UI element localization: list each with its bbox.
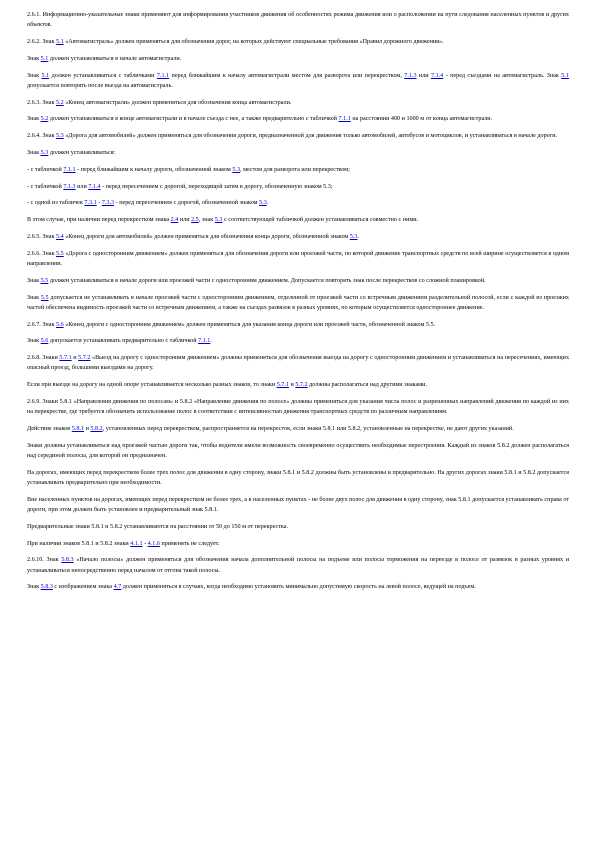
text-run: Знак: [27, 72, 42, 79]
text-run: Знак: [27, 294, 41, 301]
text-run: Знак: [27, 338, 41, 345]
sign-link-5-1[interactable]: 5.1: [41, 72, 50, 79]
text-run: .: [210, 338, 212, 345]
text-run: должен устанавливаться:: [48, 149, 116, 156]
sign-link-7-3-3[interactable]: 7.3.3: [101, 200, 115, 207]
para-5-6-plate: [27, 336, 569, 346]
text-run: - перед пересечением с дорогой, переходящей затем в дорогу, обозначенную знаком 5.3;: [100, 183, 333, 190]
document-body: [27, 10, 569, 599]
para-2-6-8: [27, 353, 569, 373]
text-run: допускается устанавливать предварительно с табличкой: [48, 338, 199, 345]
text-run: «Автомагистраль» должен применяться для обозначения дорог, на которых действуют специальные требования «Правил дорожного движения».: [63, 39, 444, 45]
sign-link-7-3-1[interactable]: 7.3.1: [84, 200, 97, 207]
text-run: 2.6.4. Знак: [27, 133, 56, 140]
text-run: 2.6.5. Знак: [27, 233, 56, 240]
text-run: Знак: [27, 149, 41, 156]
sign-link-2-5[interactable]: 2.5: [191, 217, 199, 224]
sign-link-5-7-1[interactable]: 5.7.1: [276, 382, 289, 389]
text-run: с изображением знака: [52, 584, 114, 591]
text-run: На дорогах, имеющих перед перекрестком более трех полос для движения в одну сторону, знаки 5.8.1 и 5.8.2 должны быть установлены и предварительно. На других дорогах знаки 5.8.1 и 5.8.2 допускается устанавливать предварительно при необходимости.: [27, 469, 569, 486]
sign-link-5-3[interactable]: 5.3: [214, 217, 223, 224]
para-2-6-6: [27, 249, 569, 269]
sign-link-7-1-1[interactable]: 7.1.1: [156, 72, 170, 79]
sign-link-5-5[interactable]: 5.5: [40, 294, 49, 301]
text-run: Предварительные знаки 5.8.1 и 5.8.2 устанавливаются на расстоянии от 50 до 150 м от перекрестка.: [27, 523, 289, 530]
text-run: - перед пересечением с дорогой, обозначенной знаком: [114, 200, 260, 207]
text-run: применять не следует.: [159, 540, 220, 547]
sign-link-5-1[interactable]: 5.1: [40, 55, 49, 62]
para-2-6-2: [27, 37, 569, 47]
sign-link-5-1[interactable]: 5.1: [561, 72, 569, 79]
sign-link-5-7-2[interactable]: 5.7.2: [295, 382, 308, 389]
text-run: «Конец автомагистрали» должен применяться для обозначения конца автомагистрали.: [63, 99, 292, 106]
text-run: Знак: [27, 277, 41, 284]
para-5-5-divided: [27, 293, 569, 313]
text-run: Знак: [27, 55, 41, 62]
text-run: «Конец дороги для автомобилей» должен применяться для обозначения конца дороги, обозначенной знаком: [63, 233, 350, 240]
text-run: - с табличкой: [27, 183, 64, 190]
sign-link-5-7-1[interactable]: 5.7.1: [59, 355, 72, 362]
sign-link-5-3[interactable]: 5.3: [232, 166, 241, 173]
text-run: - перед ближайшим к началу дороги, обозначенной знаком: [75, 166, 233, 173]
sign-link-7-1-1[interactable]: 7.1.1: [338, 116, 351, 123]
text-run: Знаки должны устанавливаться над проезжей частью дороги так, чтобы водители имели возможность своевременно осуществить необходимые перестроения. Каждый из знаков 5.8.2 должен располагаться над серединой полосы, для которой он предназначен.: [27, 442, 569, 459]
para-5-1-plates: [27, 71, 569, 91]
para-5-3-crossing: [27, 215, 569, 225]
text-run: должен устанавливаться в начале автомагистрали.: [48, 55, 182, 62]
para-5-8-no-4-1: [27, 539, 569, 549]
text-run: - с табличкой: [27, 166, 64, 173]
sign-link-5-6[interactable]: 5.6: [40, 338, 49, 345]
sign-link-4-1-1[interactable]: 4.1.1: [130, 540, 143, 547]
sign-link-5-2[interactable]: 5.2: [40, 116, 49, 123]
sign-link-7-1-4[interactable]: 7.1.4: [431, 72, 444, 79]
sign-link-4-1-6[interactable]: 4.1.6: [147, 540, 160, 547]
text-run: 2.6.7. Знак: [27, 321, 56, 328]
sign-link-7-1-3[interactable]: 7.1.3: [63, 183, 76, 190]
text-run: «Начало полосы» должен применяться для обозначения начала дополнительной полосы на подъеме или полосы торможения на переезде в полосе от развязок в разных уровнях и устанавливаться непосредственно перед началом от отгона такой полосы.: [27, 557, 570, 574]
para-2-6-4: [27, 131, 569, 141]
text-run: или: [416, 72, 431, 79]
text-run: или: [178, 217, 192, 224]
text-run: При наличии знаков 5.8.1 и 5.8.2 знаки: [27, 540, 131, 547]
para-5-7-support: [27, 380, 569, 390]
para-2-6-3: [27, 98, 569, 108]
text-run: Если при выезде на дорогу на одной опоре устанавливается несколько разных знаков, то знаки: [27, 382, 277, 389]
para-5-1-start: [27, 54, 569, 64]
para-5-8-three-lanes: [27, 468, 569, 488]
sign-link-5-8-1[interactable]: 5.8.1: [71, 425, 85, 432]
text-run: 2.6.10. Знак: [27, 557, 62, 564]
para-2-6-10: [27, 555, 569, 575]
para-5-2-place: [27, 114, 569, 124]
sign-link-5-4[interactable]: 5.4: [55, 233, 64, 240]
para-5-3-bullet-2: [27, 182, 569, 192]
text-run: и: [71, 355, 79, 362]
text-run: должен устанавливаться в конце автомагистрали и в начале съезда с нее, а также предварительно с табличкой: [48, 116, 339, 123]
text-run: , установленных перед перекрестком, распространяется на перекресток, если знаки 5.8.1 или 5.8.2, установленные на перекрестке, не дают других указаний.: [102, 425, 514, 432]
text-run: 2.6.1. Информационно-указательные знаки применяют для информирования участников движения об особенностях режима движения или о расположении на пути следования населенных пунктов и других объектов.: [27, 12, 569, 29]
sign-link-5-3[interactable]: 5.3: [349, 233, 358, 240]
text-run: Знак: [27, 584, 41, 591]
text-run: и: [84, 425, 91, 432]
text-run: «Конец дороги с односторонним движением» должен применяться для указания конца дороги или проезжей части, обозначенной знаком 5.5.: [63, 321, 436, 328]
sign-link-5-7-2[interactable]: 5.7.2: [78, 355, 91, 362]
text-run: 2.6.6. Знак: [27, 250, 57, 257]
para-5-3-bullet-3: [27, 198, 569, 208]
para-5-5-start: [27, 276, 569, 286]
text-run: с соответствующей табличкой должен устанавливаться совместно с ними.: [222, 217, 419, 224]
sign-link-7-1-1[interactable]: 7.1.1: [63, 166, 76, 173]
sign-link-5-1[interactable]: 5.1: [55, 39, 64, 45]
text-run: должен устанавливаться с табличками: [49, 72, 157, 79]
sign-link-5-3[interactable]: 5.3: [40, 149, 49, 156]
sign-link-5-5[interactable]: 5.5: [40, 277, 49, 284]
sign-link-7-1-1[interactable]: 7.1.1: [198, 338, 211, 345]
text-run: 2.6.3. Знак: [27, 99, 56, 106]
text-run: «Дорога с односторонним движением» должен применяться для обозначения дороги или проезжей части, по которой движение транспортных средств по всей ширине осуществляется в одном направлении.: [27, 250, 569, 267]
text-run: -: [142, 540, 148, 547]
text-run: допускается повторять после въезда на автомагистраль.: [27, 82, 173, 89]
text-run: - с одной из табличек: [27, 200, 85, 207]
sign-link-4-7[interactable]: 4.7: [113, 584, 122, 591]
text-run: на расстоянии 400 и 1000 м от конца автомагистрали.: [350, 116, 493, 123]
text-run: «Дорога для автомобилей» должен применяться для обозначения дороги, предназначенной для движения только автомобилей, автобусов и мотоциклов, и устанавливаться в начале дороги.: [63, 133, 558, 140]
para-2-6-5: [27, 232, 569, 242]
sign-link-5-8-2[interactable]: 5.8.2: [90, 425, 103, 432]
text-run: или: [75, 183, 89, 190]
text-run: Вне населенных пунктов на дорогах, имеющих перед перекрестком не более трех, а в населенных пунктах - не более двух полос для движения в одну сторону, знак 5.8.1 допускается устанавливать справа от дороги, при этом должен быть установлен и предварительный знак 5.8.1.: [27, 496, 569, 513]
text-run: 2.6.9. Знаки 5.8.1 «Направления движения по полосам» и 5.8.2 «Направление движения по полосе» должны применяться для указания числа полос и разрешенных направлений движения по каждой из них на перекрестке, где требуется обозначить использование полос в соответствии с интенсивностью движения транспортных средств по различным направлениям.: [27, 398, 569, 416]
sign-link-7-1-3[interactable]: 7.1.3: [404, 72, 417, 79]
sign-link-5-6[interactable]: 5.6: [55, 321, 64, 328]
para-5-8-action: [27, 424, 569, 434]
text-run: должен устанавливаться в начале дороги или проезжей части с односторонним движением. Допускается повторять знак после перекрестков со сложной планировкой.: [48, 277, 486, 284]
text-run: перед ближайшим к началу автомагистрали местом для разворота или перекрестком,: [169, 72, 405, 79]
text-run: 2.6.8. Знаки: [27, 355, 60, 362]
text-run: должны располагаться над другими знаками.: [307, 382, 427, 389]
sign-link-5-3[interactable]: 5.3: [259, 200, 267, 207]
para-2-6-9: [27, 397, 569, 417]
text-run: и: [288, 382, 296, 389]
para-5-8-outside-towns: [27, 495, 569, 515]
text-run: должен применяться в случаях, когда необходимо установить минимально допустимую скорость на левой полосе, ведущей на подъем.: [121, 584, 476, 591]
text-run: , знак: [198, 217, 215, 224]
text-run: допускается не устанавливать в начале проезжей части с односторонним движением, отделенной от проезжей части со встречным движением разделительной полосой, если с каждой из проезжих частей обеспечена видимость проезжей части со встречным движением, а также на съездах развязок в разных уровнях, по которым осуществляется одностороннее движение.: [27, 294, 569, 311]
text-run: Действие знаков: [27, 425, 72, 432]
text-run: , местом для разворота или перекрестком;: [240, 166, 350, 173]
sign-link-5-5[interactable]: 5.5: [56, 250, 64, 257]
para-5-8-visibility: [27, 441, 569, 461]
sign-link-5-2[interactable]: 5.2: [55, 99, 64, 106]
sign-link-5-3[interactable]: 5.3: [55, 133, 64, 140]
sign-link-7-1-4[interactable]: 7.1.4: [88, 183, 101, 190]
sign-link-2-4[interactable]: 2.4: [170, 217, 179, 224]
text-run: .: [357, 233, 360, 240]
text-run: «Выезд на дорогу с односторонним движением» должны применяться для обозначения выезда на дорогу с односторонним движением и устанавливаться на пересечениях, имеющих опасный проезд, большими выездами на дорогу.: [27, 355, 570, 372]
text-run: .: [266, 200, 269, 207]
para-5-3-bullet-1: [27, 165, 569, 175]
text-run: В этом случае, при наличии перед перекрестком знака: [27, 217, 171, 224]
text-run: Знак: [27, 116, 41, 123]
para-2-6-7: [27, 320, 569, 330]
text-run: 2.6.2. Знак: [27, 39, 56, 45]
para-5-3-install: [27, 148, 569, 158]
para-5-8-3-image: [27, 582, 569, 592]
text-run: -: [96, 200, 102, 207]
para-2-6-1: [27, 10, 569, 30]
sign-link-5-8-3[interactable]: 5.8.3: [40, 584, 53, 591]
text-run: - перед съездами на автомагистраль. Знак: [443, 72, 562, 79]
sign-link-5-8-3[interactable]: 5.8.3: [61, 557, 74, 564]
para-5-8-distance: [27, 522, 569, 532]
